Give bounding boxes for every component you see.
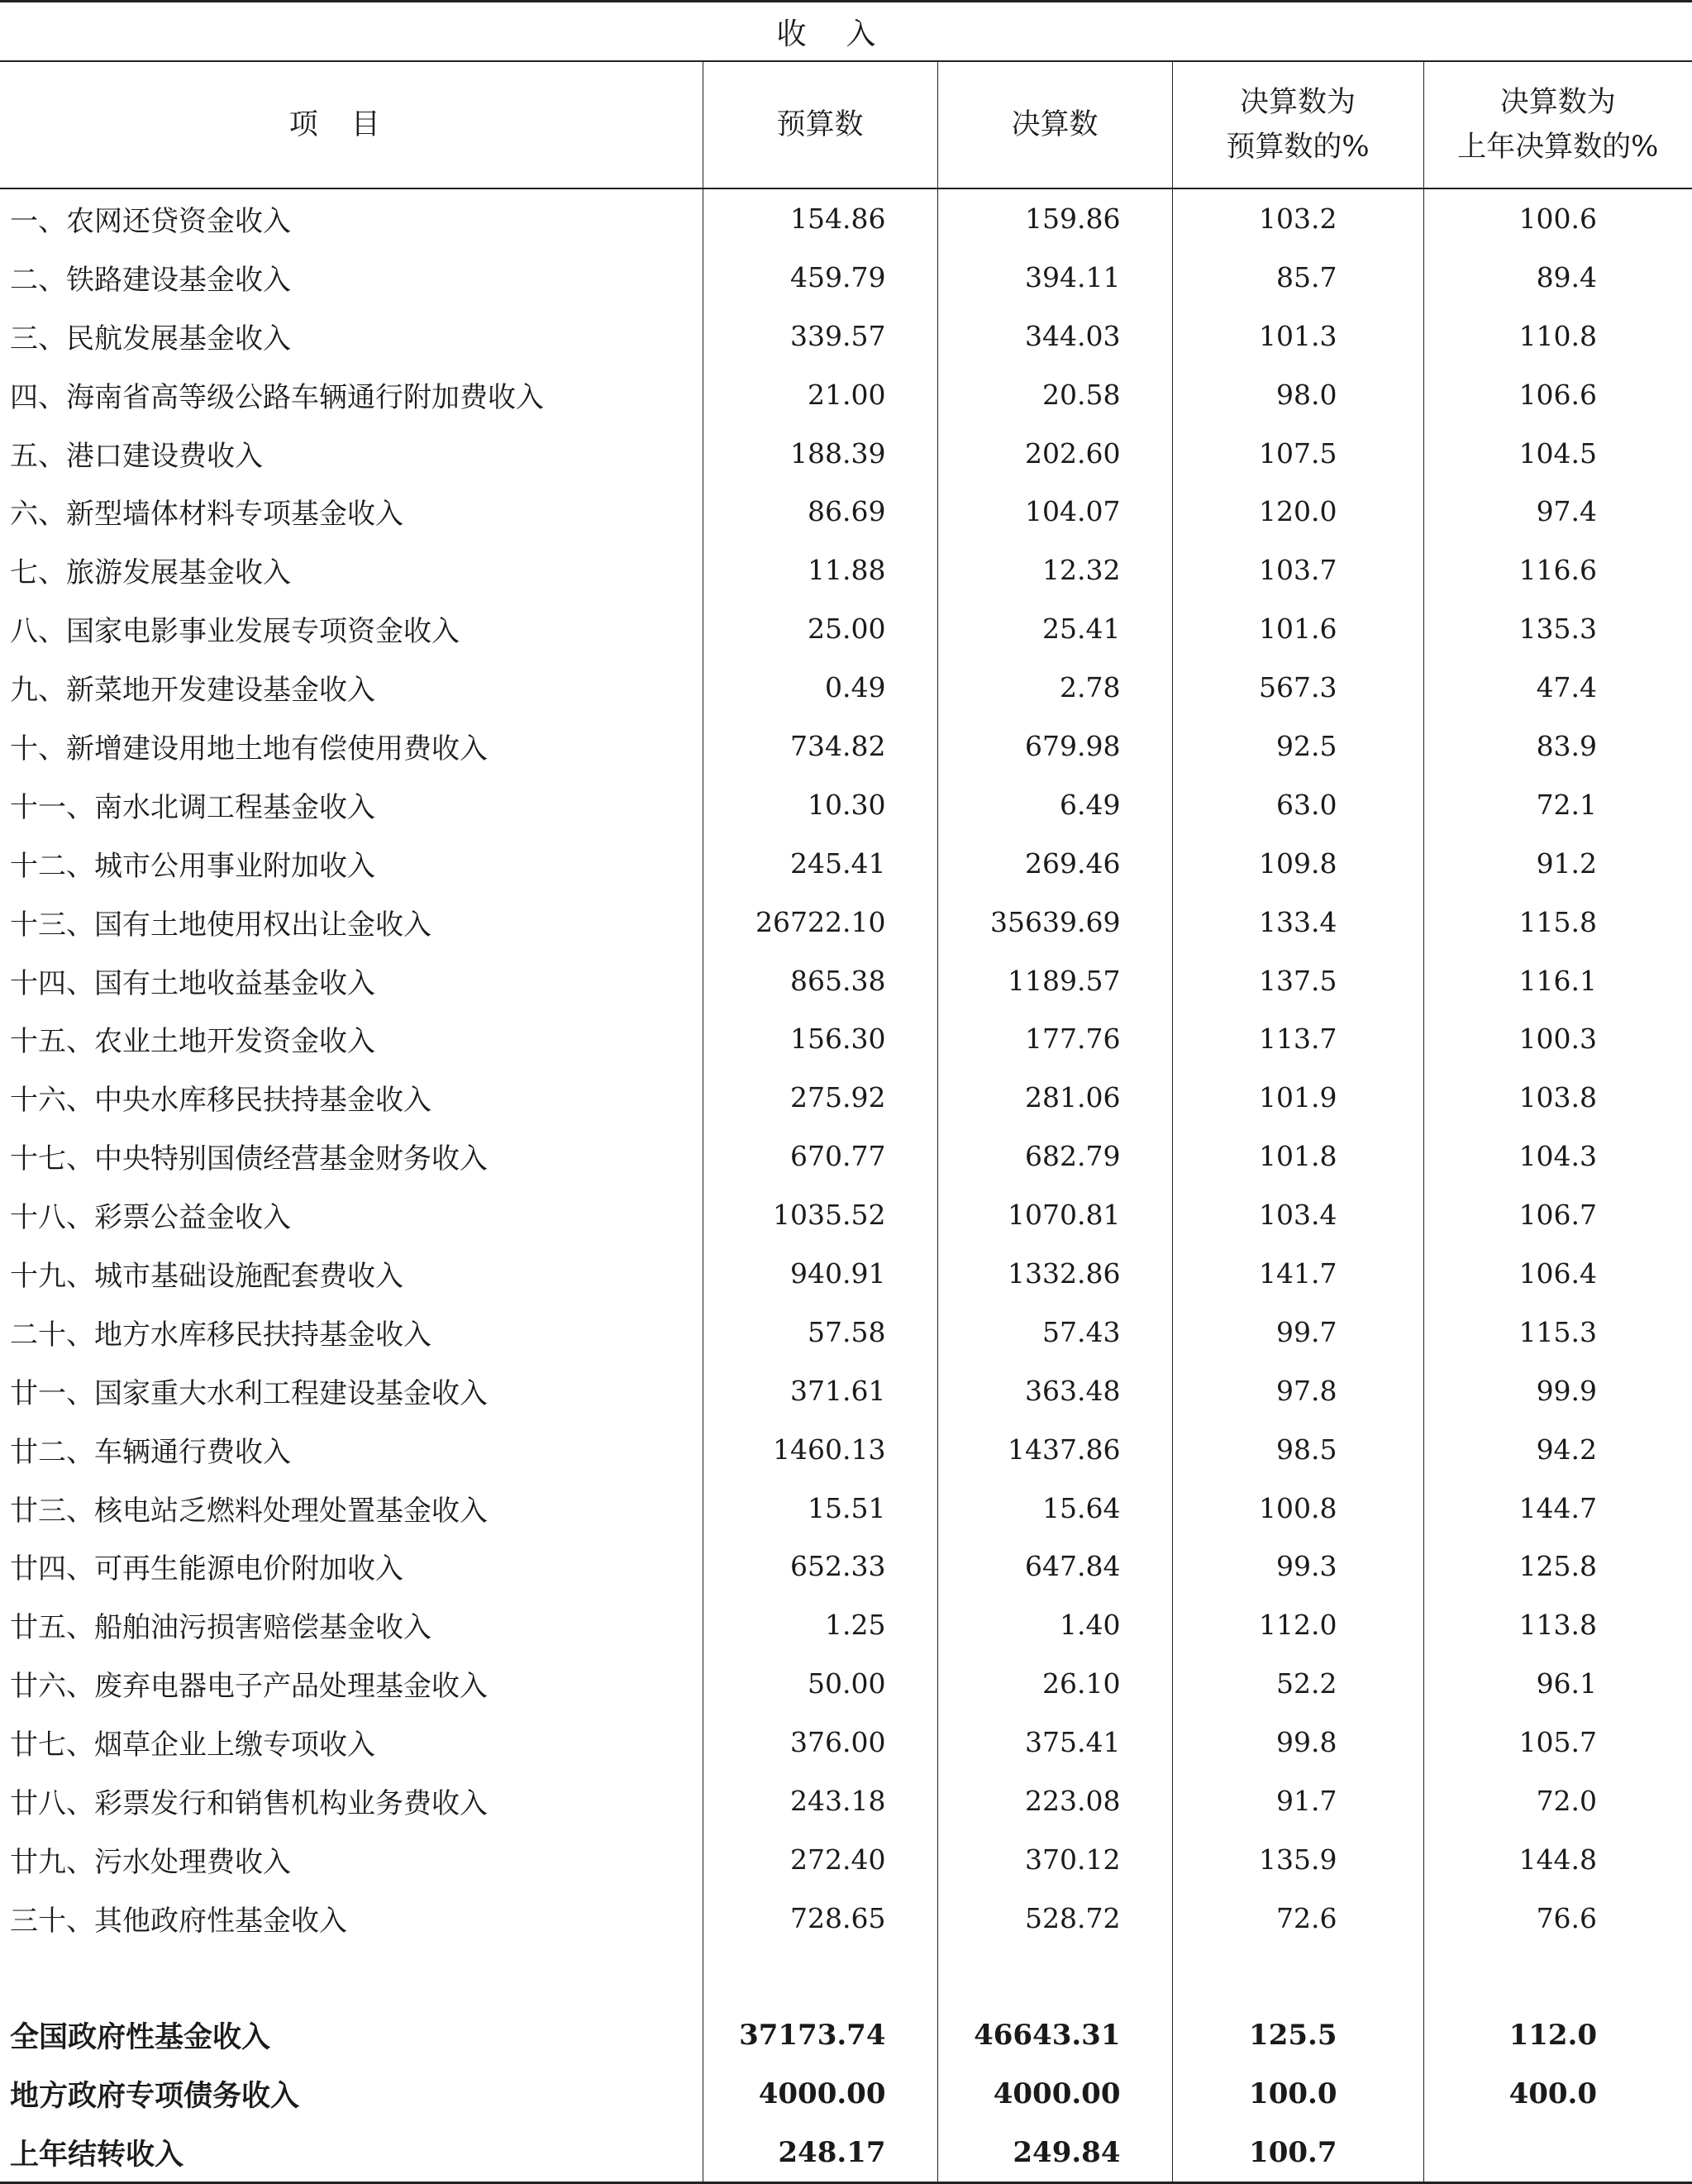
row-pct-prev: 91.2	[1423, 834, 1692, 893]
row-pct-budget: 133.4	[1172, 893, 1423, 951]
row-pct-budget: 100.8	[1172, 1479, 1423, 1538]
row-final: 1070.81	[937, 1185, 1172, 1244]
spacer-cell	[703, 1948, 937, 2006]
row-pct-budget: 99.7	[1172, 1303, 1423, 1361]
row-name: 三、民航发展基金收入	[10, 322, 291, 355]
header-budget: 预算数	[703, 61, 937, 188]
row-final: 1.40	[937, 1595, 1172, 1654]
row-pct-prev: 110.8	[1423, 307, 1692, 365]
row-final: 46643.31	[937, 2006, 1172, 2065]
header-final: 决算数	[937, 61, 1172, 188]
row-pct-prev: 76.6	[1423, 1889, 1692, 1948]
row-pct-budget: 72.6	[1172, 1889, 1423, 1948]
row-pct-prev: 115.3	[1423, 1303, 1692, 1361]
row-name: 十五、农业土地开发资金收入	[10, 1025, 375, 1059]
row-budget: 371.61	[703, 1361, 937, 1420]
header-row	[0, 61, 1692, 188]
row-name: 廿六、废弃电器电子产品处理基金收入	[10, 1670, 488, 1704]
row-pct-prev: 100.6	[1423, 188, 1692, 248]
row-final: 375.41	[937, 1713, 1172, 1772]
row-pct-prev: 106.4	[1423, 1244, 1692, 1303]
row-final: 26.10	[937, 1654, 1172, 1713]
row-pct-prev: 112.0	[1423, 2006, 1692, 2065]
row-pct-budget: 98.5	[1172, 1420, 1423, 1479]
row-name: 十九、城市基础设施配套费收入	[10, 1259, 403, 1293]
row-pct-prev: 97.4	[1423, 482, 1692, 541]
table-row	[0, 1654, 1692, 1713]
row-name: 廿三、核电站乏燃料处理处置基金收入	[10, 1494, 488, 1528]
row-final: 281.06	[937, 1068, 1172, 1127]
row-name: 廿八、彩票发行和销售机构业务费收入	[10, 1786, 488, 1820]
row-name: 十六、中央水库移民扶持基金收入	[10, 1084, 431, 1118]
row-final: 394.11	[937, 248, 1172, 307]
row-name: 十四、国有土地收益基金收入	[10, 966, 375, 1000]
row-name: 九、新菜地开发建设基金收入	[10, 674, 375, 708]
row-pct-budget: 125.5	[1172, 2006, 1423, 2065]
row-pct-prev: 104.3	[1423, 1127, 1692, 1185]
row-final: 528.72	[937, 1889, 1172, 1948]
table-row	[0, 1420, 1692, 1479]
row-pct-budget: 103.2	[1172, 188, 1423, 248]
table-row	[0, 307, 1692, 365]
row-pct-prev: 400.0	[1423, 2065, 1692, 2124]
row-final: 1332.86	[937, 1244, 1172, 1303]
row-pct-budget: 567.3	[1172, 658, 1423, 717]
table-title: 收入	[0, 2, 1692, 62]
row-final: 177.76	[937, 1009, 1172, 1068]
row-budget: 245.41	[703, 834, 937, 893]
row-pct-prev: 72.0	[1423, 1772, 1692, 1830]
row-pct-prev	[1423, 2123, 1692, 2182]
row-budget: 243.18	[703, 1772, 937, 1830]
row-final: 104.07	[937, 482, 1172, 541]
row-final: 647.84	[937, 1537, 1172, 1595]
table-row	[0, 658, 1692, 717]
row-pct-prev: 103.8	[1423, 1068, 1692, 1127]
total-row	[0, 2065, 1692, 2124]
row-pct-budget: 99.3	[1172, 1537, 1423, 1595]
row-budget: 154.86	[703, 188, 937, 248]
row-pct-prev: 72.1	[1423, 775, 1692, 834]
row-name: 全国政府性基金收入	[10, 2020, 271, 2055]
row-final: 202.60	[937, 424, 1172, 483]
table-row	[0, 1185, 1692, 1244]
table-row	[0, 599, 1692, 658]
row-name: 十、新增建设用地土地有偿使用费收入	[10, 732, 488, 765]
table-row	[0, 1479, 1692, 1538]
row-budget: 376.00	[703, 1713, 937, 1772]
table-row	[0, 1068, 1692, 1127]
row-final: 1189.57	[937, 951, 1172, 1010]
row-budget: 25.00	[703, 599, 937, 658]
row-pct-budget: 100.7	[1172, 2123, 1423, 2182]
row-pct-budget: 137.5	[1172, 951, 1423, 1010]
row-pct-prev: 113.8	[1423, 1595, 1692, 1654]
row-final: 363.48	[937, 1361, 1172, 1420]
row-final: 344.03	[937, 307, 1172, 365]
row-final: 25.41	[937, 599, 1172, 658]
row-final: 2.78	[937, 658, 1172, 717]
row-pct-prev: 106.7	[1423, 1185, 1692, 1244]
table-row	[0, 1127, 1692, 1185]
row-pct-prev: 94.2	[1423, 1420, 1692, 1479]
row-final: 269.46	[937, 834, 1172, 893]
row-pct-budget: 107.5	[1172, 424, 1423, 483]
row-pct-prev: 99.9	[1423, 1361, 1692, 1420]
row-pct-prev: 144.8	[1423, 1830, 1692, 1889]
row-name: 廿二、车辆通行费收入	[10, 1435, 291, 1469]
table-row	[0, 365, 1692, 424]
row-final: 12.32	[937, 541, 1172, 599]
row-budget: 1460.13	[703, 1420, 937, 1479]
row-pct-prev: 116.6	[1423, 541, 1692, 599]
row-budget: 156.30	[703, 1009, 937, 1068]
row-pct-budget: 101.3	[1172, 307, 1423, 365]
header-ratio-budget-line2: 预算数的%	[1226, 131, 1370, 164]
header-ratio-prev	[1423, 61, 1692, 188]
table-row	[0, 834, 1692, 893]
row-final: 1437.86	[937, 1420, 1172, 1479]
row-budget: 248.17	[703, 2123, 937, 2182]
row-budget: 272.40	[703, 1830, 937, 1889]
row-pct-budget: 101.8	[1172, 1127, 1423, 1185]
row-budget: 26722.10	[703, 893, 937, 951]
row-budget: 57.58	[703, 1303, 937, 1361]
table-row	[0, 1009, 1692, 1068]
row-final: 20.58	[937, 365, 1172, 424]
row-budget: 21.00	[703, 365, 937, 424]
row-budget: 734.82	[703, 717, 937, 775]
row-budget: 86.69	[703, 482, 937, 541]
row-name: 廿七、烟草企业上缴专项收入	[10, 1729, 375, 1762]
row-pct-budget: 63.0	[1172, 775, 1423, 834]
row-pct-budget: 100.0	[1172, 2065, 1423, 2124]
row-final: 15.64	[937, 1479, 1172, 1538]
row-name: 地方政府专项债务收入	[10, 2078, 300, 2113]
row-name: 四、海南省高等级公路车辆通行附加费收入	[10, 380, 544, 414]
row-name: 十一、南水北调工程基金收入	[10, 790, 375, 824]
row-budget: 865.38	[703, 951, 937, 1010]
row-pct-budget: 91.7	[1172, 1772, 1423, 1830]
row-budget: 11.88	[703, 541, 937, 599]
table-row	[0, 1772, 1692, 1830]
row-pct-prev: 116.1	[1423, 951, 1692, 1010]
row-budget: 670.77	[703, 1127, 937, 1185]
row-final: 223.08	[937, 1772, 1172, 1830]
header-ratio-budget-line1: 决算数为	[1239, 86, 1356, 119]
row-budget: 4000.00	[703, 2065, 937, 2124]
row-pct-prev: 115.8	[1423, 893, 1692, 951]
spacer-cell	[1172, 1948, 1423, 2006]
header-ratio-prev-line2: 上年决算数的%	[1457, 131, 1659, 164]
row-pct-prev: 96.1	[1423, 1654, 1692, 1713]
total-row	[0, 2006, 1692, 2065]
row-pct-prev: 106.6	[1423, 365, 1692, 424]
row-name: 十七、中央特别国债经营基金财务收入	[10, 1142, 488, 1176]
table-body	[0, 188, 1692, 2183]
row-pct-budget: 141.7	[1172, 1244, 1423, 1303]
row-budget: 1035.52	[703, 1185, 937, 1244]
table-row	[0, 1303, 1692, 1361]
spacer-cell	[1423, 1948, 1692, 2006]
row-pct-budget: 52.2	[1172, 1654, 1423, 1713]
row-final: 370.12	[937, 1830, 1172, 1889]
row-name: 廿一、国家重大水利工程建设基金收入	[10, 1376, 488, 1410]
row-pct-budget: 101.9	[1172, 1068, 1423, 1127]
row-final: 249.84	[937, 2123, 1172, 2182]
row-name: 廿四、可再生能源电价附加收入	[10, 1552, 403, 1586]
row-budget: 50.00	[703, 1654, 937, 1713]
spacer-cell	[0, 1948, 703, 2006]
row-name: 十三、国有土地使用权出让金收入	[10, 908, 431, 942]
row-name: 十二、城市公用事业附加收入	[10, 849, 375, 883]
row-pct-budget: 113.7	[1172, 1009, 1423, 1068]
table-row	[0, 1595, 1692, 1654]
row-pct-prev: 105.7	[1423, 1713, 1692, 1772]
row-pct-budget: 85.7	[1172, 248, 1423, 307]
table-row	[0, 1889, 1692, 1948]
row-budget: 1.25	[703, 1595, 937, 1654]
table-row	[0, 1244, 1692, 1303]
row-pct-budget: 101.6	[1172, 599, 1423, 658]
table-row	[0, 1830, 1692, 1889]
table-row	[0, 717, 1692, 775]
row-pct-budget: 97.8	[1172, 1361, 1423, 1420]
row-name: 上年结转收入	[0, 2123, 703, 2182]
row-budget: 15.51	[703, 1479, 937, 1538]
spacer-cell	[937, 1948, 1172, 2006]
row-pct-prev: 89.4	[1423, 248, 1692, 307]
row-name: 五、港口建设费收入	[10, 439, 263, 473]
table-row	[0, 951, 1692, 1010]
table-row	[0, 482, 1692, 541]
row-name: 一、农网还贷资金收入	[10, 204, 291, 238]
row-budget: 188.39	[703, 424, 937, 483]
row-pct-budget: 98.0	[1172, 365, 1423, 424]
row-pct-prev: 144.7	[1423, 1479, 1692, 1538]
row-budget: 339.57	[703, 307, 937, 365]
table-title-row	[0, 2, 1692, 62]
row-budget: 652.33	[703, 1537, 937, 1595]
row-name: 廿五、船舶油污损害赔偿基金收入	[10, 1611, 431, 1645]
row-final: 679.98	[937, 717, 1172, 775]
row-budget: 37173.74	[703, 2006, 937, 2065]
row-budget: 459.79	[703, 248, 937, 307]
table-row	[0, 424, 1692, 483]
table-row	[0, 248, 1692, 307]
row-pct-budget: 103.4	[1172, 1185, 1423, 1244]
header-item: 项目	[0, 61, 703, 188]
table-row	[0, 1713, 1692, 1772]
row-name: 八、国家电影事业发展专项资金收入	[10, 615, 460, 649]
row-budget: 0.49	[703, 658, 937, 717]
row-final: 682.79	[937, 1127, 1172, 1185]
row-pct-budget: 109.8	[1172, 834, 1423, 893]
row-name: 十八、彩票公益金收入	[10, 1201, 291, 1235]
row-budget: 275.92	[703, 1068, 937, 1127]
row-budget: 728.65	[703, 1889, 937, 1948]
row-pct-budget: 103.7	[1172, 541, 1423, 599]
row-pct-budget: 135.9	[1172, 1830, 1423, 1889]
table-row	[0, 893, 1692, 951]
row-final: 4000.00	[937, 2065, 1172, 2124]
table-row	[0, 775, 1692, 834]
row-name: 廿九、污水处理费收入	[10, 1845, 291, 1879]
table-row	[0, 1361, 1692, 1420]
row-pct-budget: 112.0	[1172, 1595, 1423, 1654]
row-final: 57.43	[937, 1303, 1172, 1361]
row-pct-prev: 47.4	[1423, 658, 1692, 717]
header-ratio-budget	[1172, 61, 1423, 188]
spacer-row	[0, 1948, 1692, 2006]
row-pct-prev: 135.3	[1423, 599, 1692, 658]
row-final: 159.86	[937, 188, 1172, 248]
row-pct-budget: 120.0	[1172, 482, 1423, 541]
row-budget: 10.30	[703, 775, 937, 834]
row-pct-prev: 104.5	[1423, 424, 1692, 483]
row-name: 二、铁路建设基金收入	[10, 263, 291, 297]
table-row	[0, 1537, 1692, 1595]
table-row	[0, 188, 1692, 248]
header-ratio-prev-line1: 决算数为	[1499, 86, 1616, 119]
row-pct-prev: 125.8	[1423, 1537, 1692, 1595]
table-row	[0, 541, 1692, 599]
row-name: 三十、其他政府性基金收入	[10, 1904, 347, 1938]
row-name: 七、旅游发展基金收入	[10, 556, 291, 590]
row-pct-budget: 92.5	[1172, 717, 1423, 775]
row-pct-prev: 100.3	[1423, 1009, 1692, 1068]
row-name: 六、新型墙体材料专项基金收入	[10, 498, 403, 532]
row-final: 6.49	[937, 775, 1172, 834]
total-row	[0, 2123, 1692, 2182]
row-budget: 940.91	[703, 1244, 937, 1303]
row-pct-prev: 83.9	[1423, 717, 1692, 775]
row-name: 二十、地方水库移民扶持基金收入	[10, 1318, 431, 1352]
row-pct-budget: 99.8	[1172, 1713, 1423, 1772]
row-final: 35639.69	[937, 893, 1172, 951]
